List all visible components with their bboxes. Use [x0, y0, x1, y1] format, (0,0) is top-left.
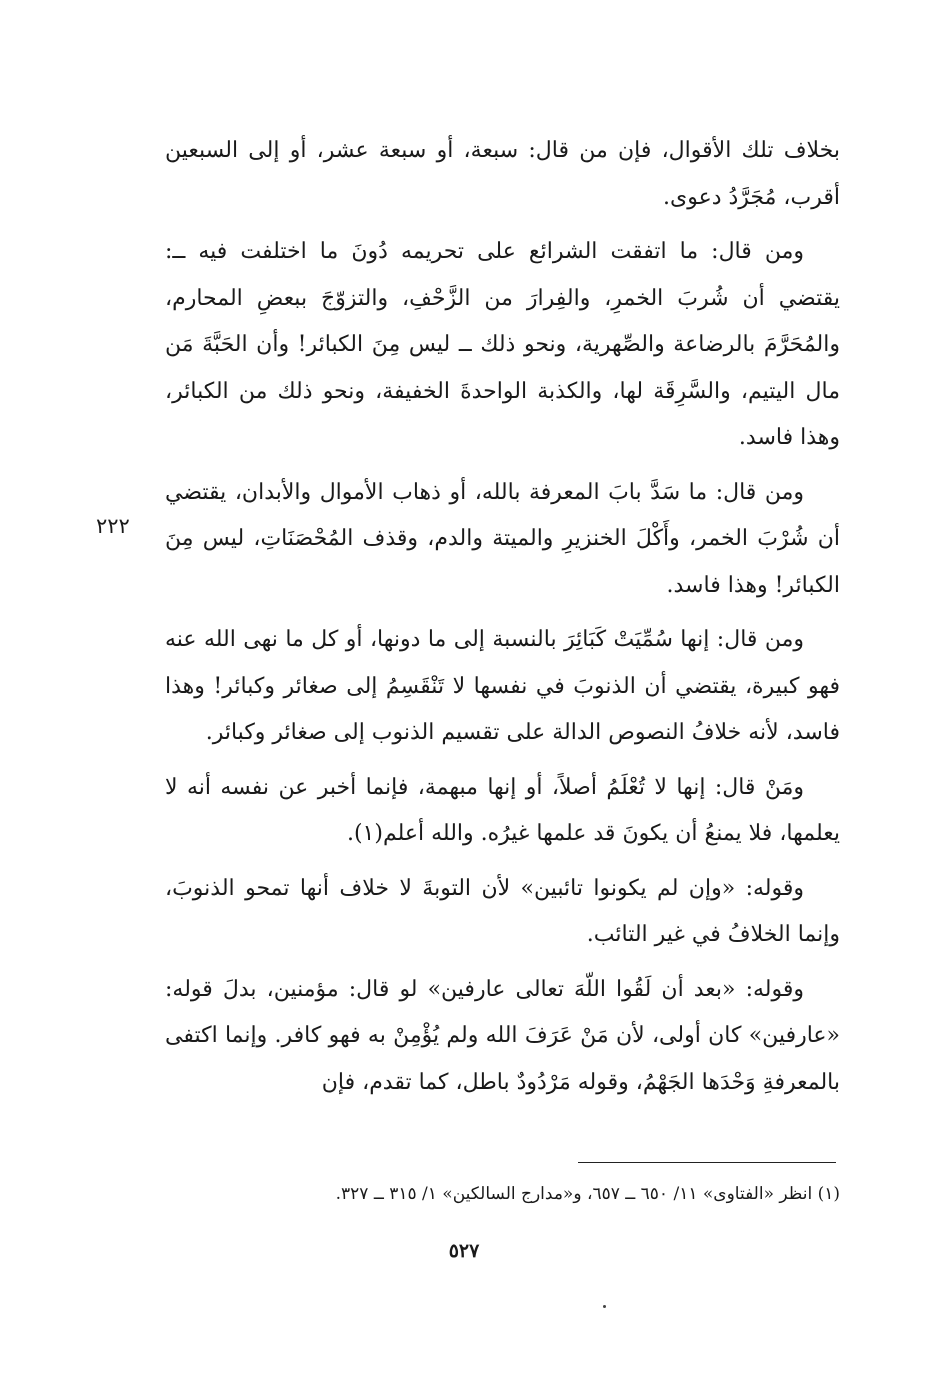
page-number: ٥٢٧ [448, 1240, 480, 1262]
scan-speck [603, 1305, 606, 1308]
footnote-separator [578, 1162, 836, 1163]
paragraph-2: ومن قال: ما اتفقت الشرائع على تحريمه دُونَ ما اختلفت فيه ــ: يقتضي أن شُربَ الخمرِ، والفِرارَ من الزَّحْفِ، والتزوّجَ ببعضِ المحارم، والمُحَرَّمَ بالرضاعة والصِّهرية، ونحو ذلك ــ ليس مِنَ الكبائر! وأن الحَبَّةَ مَن مال اليتيم، والسَّرِقَة لها، والكذبة الواحدةَ الخفيفة، ونحو ذلك من الكبائر، وهذا فاسد. [165, 239, 840, 450]
paragraph-3: ومن قال: ما سَدَّ بابَ المعرفة بالله، أو ذهاب الأموال والأبدان، يقتضي أن شُرْبَ الخمر، وأَكْلَ الخنزيرِ والميتة والدم، وقذف المُحْصَنَاتِ، ليس مِنَ الكبائر! وهذا فاسد. [165, 479, 840, 598]
paragraph-1: بخلاف تلك الأقوال، فإن من قال: سبعة، أو سبعة عشر، أو إلى السبعين أقرب، مُجَرَّدُ دعوى. [165, 138, 840, 210]
main-text [165, 128, 840, 1114]
footnote: (١) انظر «الفتاوى» ١١/ ٦٥٠ ــ ٦٥٧، و«مدارج السالكين» ١/ ٣١٥ ــ ٣٢٧. [335, 1184, 840, 1204]
margin-page-reference: ٢٢٢ [96, 514, 130, 538]
paragraph-4: ومن قال: إنها سُمِّيَتْ كَبَائِرَ بالنسبة إلى ما دونها، أو كل ما نهى الله عنه فهو كبيرة، يقتضي أن الذنوبَ في نفسها لا تَنْقَسِمُ إلى صغائر وكبائر! وهذا فاسد، لأنه خلافُ النصوص الدالة على تقسيم الذنوب إلى صغائر وكبائر. [165, 627, 840, 745]
paragraph-5: ومَنْ قال: إنها لا تُعْلَمُ أصلاً، أو إنها مبهمة، فإنما أخبر عن نفسه أنه لا يعلمها، فلا يمنعُ أن يكونَ قد علمها غيرُه. والله أعلم(١). [165, 774, 840, 846]
paragraph-6: وقوله: «وإن لم يكونوا تائبين» لأن التوبةَ لا خلاف أنها تمحو الذنوبَ، وإنما الخلافُ في غير التائب. [165, 875, 840, 947]
paragraph-7: وقوله: «بعد أن لَقُوا اللّهَ تعالى عارفين» لو قال: مؤمنين، بدلَ قوله: «عارفين» كان أولى، لأن مَنْ عَرَفَ الله ولم يُؤْمِنْ به فهو كافر. وإنما اكتفى بالمعرفةِ وَحْدَها الجَهْمُ، وقوله مَرْدُودٌ باطل، كما تقدم، فإن [165, 976, 840, 1095]
